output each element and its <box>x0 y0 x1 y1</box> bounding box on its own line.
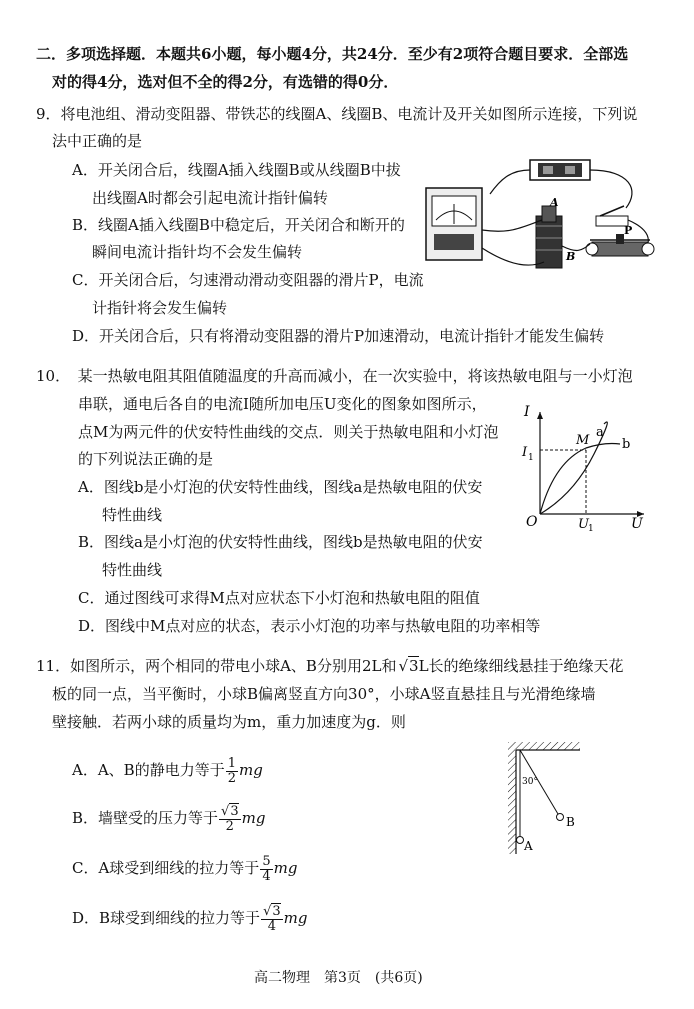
q11-option-d-text: D．B球受到细线的拉力等于 <box>72 909 261 927</box>
q10-option-a-line1: A．图线b是小灯泡的伏安特性曲线，图线a是热敏电阻的伏安 <box>78 478 483 496</box>
q10-iu-graph <box>514 404 652 532</box>
ceiling-hatch <box>508 742 580 750</box>
q11-stem1-sqrt: 3 <box>409 657 419 675</box>
q10-option-b-line2: 特性曲线 <box>102 561 163 579</box>
q11-stem1-post: L长的绝缘细线悬挂于绝缘天花 <box>418 657 624 675</box>
q10-option-d: D．图线中M点对应的状态，表示小灯泡的功率与热敏电阻的功率相等 <box>78 617 541 635</box>
page-footer: 高二物理 第3页 (共6页) <box>254 970 423 986</box>
q9-option-d: D．开关闭合后，只有将滑动变阻器的滑片P加速滑动，电流计指针才能发生偏转 <box>72 327 605 345</box>
fig-label-a: A <box>550 196 559 209</box>
q9-stem-line1: 9．将电池组、滑动变阻器、带铁芯的线圈A、线圈B、电流计及开关如图所示连接，下列说 <box>36 105 638 123</box>
q10-option-a-line2: 特性曲线 <box>102 506 163 524</box>
q11-figure <box>498 738 608 858</box>
curve-b <box>540 444 620 515</box>
galvanometer-icon <box>426 188 482 260</box>
q11-stem-line2: 板的同一点，当平衡时，小球B偏离竖直方向30°，小球A竖直悬挂且与光滑绝缘墙 <box>52 685 596 703</box>
q11-option-a-fraction: $\frac{1}{2}$ <box>227 755 236 786</box>
q9-stem-line2: 法中正确的是 <box>52 132 143 150</box>
q11-option-c-text: C．A球受到细线的拉力等于 <box>72 859 260 877</box>
q11-option-c <box>72 850 297 886</box>
q11-option-d <box>72 900 307 936</box>
q9-option-a-line2: 出线圈A时都会引起电流计指针偏转 <box>92 189 328 207</box>
rheostat-icon <box>586 234 654 256</box>
q9-option-b-line2: 瞬间电流计指针均不会发生偏转 <box>92 243 303 261</box>
q10-stem-line1: 10． 某一热敏电阻其阻值随温度的升高而减小，在一次实验中，将该热敏电阻与一小灯泡 <box>36 367 633 385</box>
q10-stem-line4: 的下列说法正确的是 <box>78 450 214 468</box>
q10-option-c: C．通过图线可求得M点对应状态下小灯泡和热敏电阻的阻值 <box>78 589 480 607</box>
q11-option-c-unit: mg <box>273 859 298 877</box>
coil-b-icon <box>536 216 562 268</box>
q11-stem-line1: 11．如图所示，两个相同的带电小球A、B分别用2L和 √3L长的绝缘细线悬挂于绝缘天花 <box>36 657 624 675</box>
q9-option-b-line1: B．线圈A插入线圈B中稳定后，开关闭合和断开的 <box>72 216 405 234</box>
ball-b <box>557 814 564 821</box>
i-axis-label: I <box>524 404 530 420</box>
q11-option-c-fraction: $\frac{5}{4}$ <box>262 853 271 884</box>
origin-label: O <box>526 514 538 530</box>
battery-icon <box>530 160 590 180</box>
q11-option-b-unit: mg <box>241 809 266 827</box>
wall-hatch <box>508 750 516 854</box>
switch-icon <box>596 206 628 226</box>
q10-option-b-line1: B．图线a是小灯泡的伏安特性曲线，图线b是热敏电阻的伏安 <box>78 533 483 551</box>
angle-label: 30° <box>522 777 538 787</box>
q9-apparatus-figure <box>420 150 660 280</box>
ball-a <box>517 837 524 844</box>
section-header-line2: 对的得4分，选对但不全的得2分，有选错的得0分． <box>52 73 399 91</box>
q11-option-b-fraction: $\frac{√3}{2}$ <box>221 803 239 834</box>
q11-option-b-text: B．墙壁受的压力等于 <box>72 809 219 827</box>
q11-option-d-unit: mg <box>283 909 308 927</box>
fig-label-b: B <box>566 250 576 263</box>
q9-option-a-line1: A．开关闭合后，线圈A插入线圈B或从线圈B中拔 <box>72 161 401 179</box>
u1-subscript: 1 <box>588 524 594 532</box>
q11-stem1-pre: 11．如图所示，两个相同的带电小球A、B分别用2L和 <box>36 657 397 675</box>
q11-option-d-fraction: $\frac{√3}{4}$ <box>263 903 281 934</box>
fig-label-p: P <box>624 224 633 237</box>
i1-subscript: 1 <box>528 453 534 463</box>
point-m-label: M <box>576 433 590 448</box>
i1-label: I <box>522 445 528 460</box>
ball-a-label: A <box>524 839 533 853</box>
q10-stem-line3: 点M为两元件的伏安特性曲线的交点．则关于热敏电阻和小灯泡 <box>78 423 499 441</box>
q11-option-b <box>72 800 265 836</box>
q9-option-c-line2: 计指针将会发生偏转 <box>92 299 228 317</box>
q11-stem-line3: 壁接触．若两小球的质量均为m，重力加速度为g．则 <box>52 713 406 731</box>
curve-a-label: a <box>596 425 604 440</box>
u-axis-label: U <box>631 516 643 532</box>
q11-option-a <box>72 752 263 788</box>
section-header-line1: 二．多项选择题．本题共6小题，每小题4分，共24分．至少有2项符合题目要求．全部选 <box>36 45 629 63</box>
q9-option-c-line1: C．开关闭合后，匀速滑动滑动变阻器的滑片P，电流 <box>72 271 424 289</box>
curve-b-label: b <box>622 437 631 452</box>
u1-label: U <box>578 517 589 532</box>
q11-option-a-unit: mg <box>238 761 263 779</box>
ball-b-label: B <box>566 815 575 829</box>
q10-stem-line2: 串联，通电后各自的电流I随所加电压U变化的图象如图所示， <box>78 395 487 413</box>
q11-option-a-text: A．A、B的静电力等于 <box>72 761 225 779</box>
